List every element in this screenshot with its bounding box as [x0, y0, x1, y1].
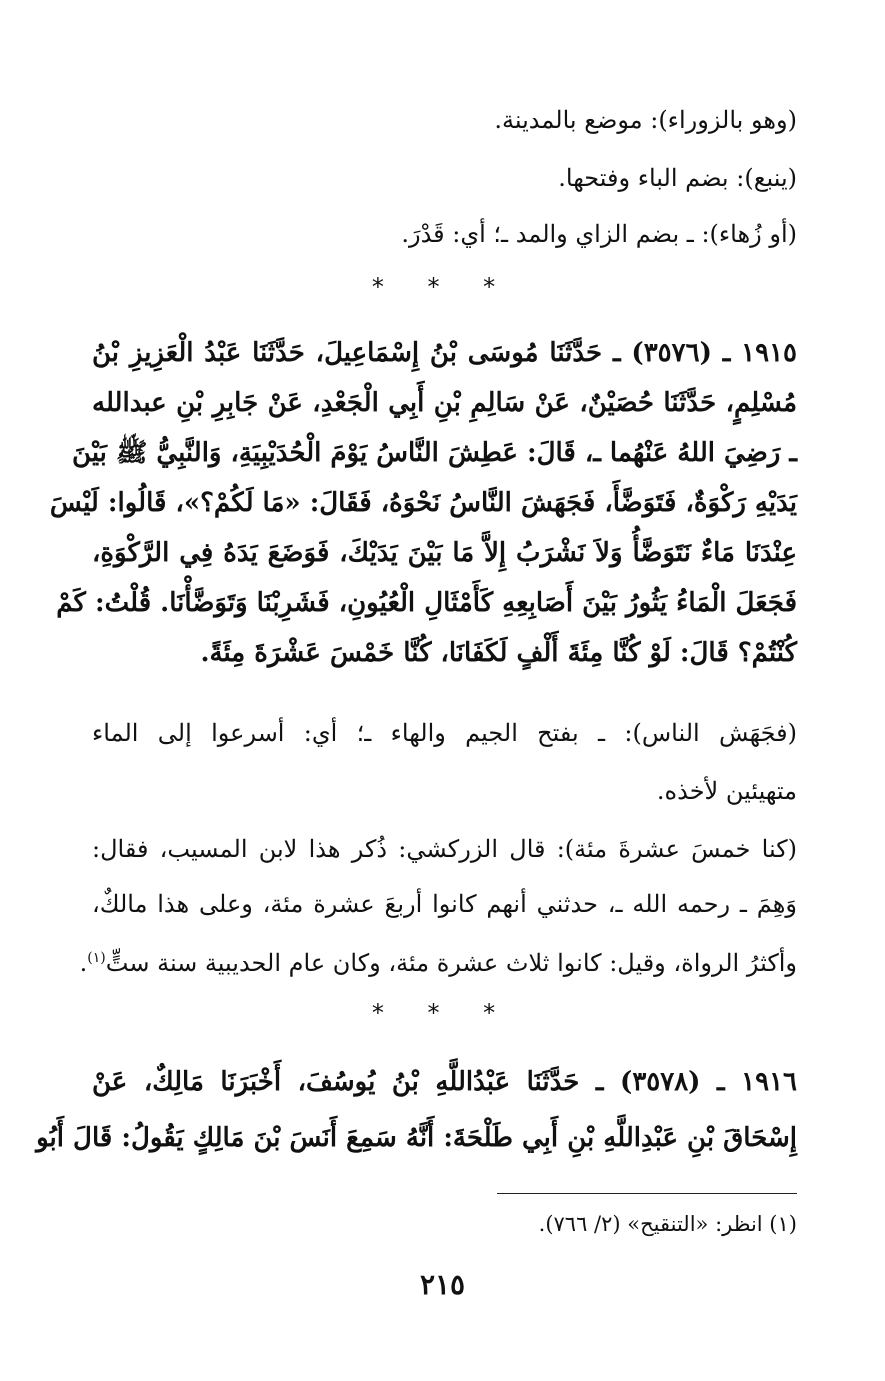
- section-separator: * * *: [371, 999, 514, 1027]
- note-line: (فجَهَش الناس): ـ بفتح الجيم والهاء ـ؛ أي: أسرعوا إلى الماء: [92, 719, 797, 747]
- hadith-line: عِنْدَنَا مَاءٌ نَتَوَضَّأُ وَلاَ نَشْرَبُ إِلاَّ مَا بَيْنَ يَدَيْكَ، فَوَضَعَ يَدَهُ فِي الرَّكْوَةِ،: [92, 538, 797, 568]
- hadith-line: ١٩١٥ ـ (٣٥٧٦) ـ حَدَّثَنَا مُوسَى بْنُ إِسْمَاعِيلَ، حَدَّثَنَا عَبْدُ الْعَزِيزِ بْنُ: [92, 338, 797, 368]
- page-number: ٢١٥: [419, 1268, 466, 1301]
- note-text: وأكثرُ الرواة، وقيل: كانوا ثلاث عشرة مئة، وكان عام الحديبية سنة ستٍّ: [105, 949, 797, 977]
- note-line: متهيئين لأخذه.: [656, 777, 797, 805]
- note-line: (ينبع): بضم الباء وفتحها.: [558, 164, 797, 192]
- hadith-line: ـ رَضِيَ اللهُ عَنْهُما ـ، قَالَ: عَطِشَ النَّاسُ يَوْمَ الْحُدَيْبِيَةِ، وَالنَّبِيُّ ﷺ بَيْنَ: [72, 438, 797, 468]
- note-line: [79, 938, 797, 983]
- footnote-divider: [497, 1193, 797, 1194]
- note-line: (أو زُهاء): ـ بضم الزاي والمد ـ؛ أي: قَدْرَ.: [401, 220, 797, 248]
- hadith-line: مُسْلِمٍ، حَدَّثَنَا حُصَيْنٌ، عَنْ سَالِمِ بْنِ أَبِي الْجَعْدِ، عَنْ جَابِرِ بْنِ عبدالله: [92, 388, 797, 418]
- hadith-line: فَجَعَلَ الْمَاءُ يَثُورُ بَيْنَ أَصَابِعِهِ كَأَمْثَالِ الْعُيُونِ، فَشَرِبْنَا وَتَوَضَّأْنَا. قُلْتُ: كَمْ: [56, 588, 797, 618]
- hadith-line: يَدَيْهِ رَكْوَةٌ، فَتَوَضَّأَ، فَجَهَشَ النَّاسُ نَحْوَهُ، فَقَالَ: «مَا لَكُمْ؟»، قَالُوا: لَيْسَ: [49, 488, 797, 518]
- hadith-line: ١٩١٦ ـ (٣٥٧٨) ـ حَدَّثَنَا عَبْدُاللَّهِ بْنُ يُوسُفَ، أَخْبَرَنَا مَالِكٌ، عَنْ: [92, 1067, 797, 1097]
- note-end: .: [79, 949, 88, 977]
- hadith-line: إِسْحَاقَ بْنِ عَبْدِاللَّهِ بْنِ أَبِي طَلْحَةَ: أَنَّهُ سَمِعَ أَنَسَ بْنَ مَالِكٍ يَقُولُ: قَالَ أَبُو: [36, 1123, 797, 1153]
- section-separator: * * *: [371, 273, 514, 301]
- footnote: (١) انظر: «التنقيح» (٢/ ٧٦٦).: [538, 1212, 797, 1236]
- note-line: وَهِمَ ـ رحمه الله ـ، حدثني أنهم كانوا أربعَ عشرة مئة، وعلى هذا مالكٌ،: [92, 890, 797, 918]
- hadith-line: كُنْتُمْ؟ قَالَ: لَوْ كُنَّا مِئَةَ أَلْفٍ لَكَفَانَا، كُنَّا خَمْسَ عَشْرَةَ مِئَةً.: [200, 638, 797, 668]
- note-line: (وهو بالزوراء): موضع بالمدينة.: [494, 106, 797, 134]
- note-line: (كنا خمسَ عشرةَ مئة): قال الزركشي: ذُكر هذا لابن المسيب، فقال:: [92, 835, 797, 863]
- footnote-ref[interactable]: (١): [87, 950, 106, 966]
